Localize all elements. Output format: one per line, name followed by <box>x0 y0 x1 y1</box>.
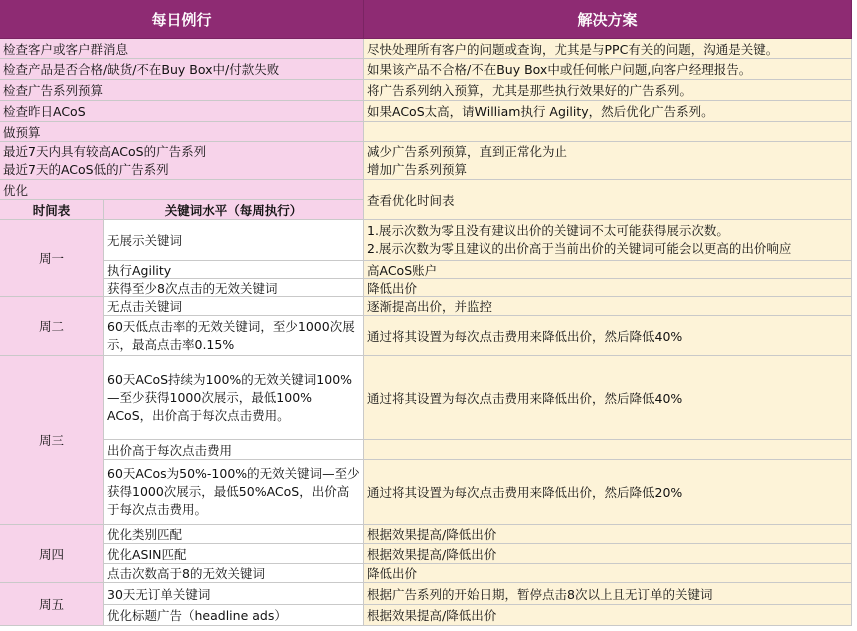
weekly-task: 出价高于每次点击费用 <box>104 440 364 460</box>
daily-solution: 如果该产品不合格/不在Buy Box中或任何帐户问题,向客户经理报告。 <box>364 59 852 80</box>
daily-solution: 如果ACoS太高，请William执行 Agility，然后优化广告系列。 <box>364 101 852 122</box>
solution-line: 2.展示次数为零且建议的出价高于当前出价的关键词可能会以更高的出价响应 <box>367 241 792 256</box>
optimize-solution: 查看优化时间表 <box>364 180 852 220</box>
budget-items <box>0 142 364 180</box>
subheader-keyword-level: 关键词水平（每周执行） <box>104 200 364 220</box>
day-monday: 周一 <box>0 220 104 297</box>
day-wednesday: 周三 <box>0 356 104 525</box>
header-solution: 解决方案 <box>364 0 852 39</box>
weekly-task: 60天ACos为50%-100%的无效关键词—至少获得1000次展示，最低50%ACoS，出价高于每次点击费用。 <box>104 460 364 525</box>
weekly-solution: 降低出价 <box>364 279 852 297</box>
weekly-solution: 根据效果提高/降低出价 <box>364 525 852 544</box>
weekly-solution <box>364 440 852 460</box>
daily-task: 检查广告系列预算 <box>0 80 364 101</box>
weekly-solution: 降低出价 <box>364 564 852 583</box>
budget-solution: 减少广告系列预算，直到正常化为止 <box>367 143 568 159</box>
weekly-solution: 根据效果提高/降低出价 <box>364 544 852 564</box>
weekly-task: 优化ASIN匹配 <box>104 544 364 564</box>
weekly-task: 执行Agility <box>104 261 364 279</box>
daily-task: 检查产品是否合格/缺货/不在Buy Box中/付款失败 <box>0 59 364 80</box>
weekly-task: 60天低点击率的无效关键词，至少1000次展示，最高点击率0.15% <box>104 316 364 356</box>
weekly-task: 优化类别匹配 <box>104 525 364 544</box>
weekly-task: 获得至少8次点击的无效关键词 <box>104 279 364 297</box>
weekly-solution <box>364 220 852 261</box>
budget-title: 做预算 <box>0 122 364 142</box>
daily-solution: 将广告系列纳入预算，尤其是那些执行效果好的广告系列。 <box>364 80 852 101</box>
weekly-solution: 通过将其设置为每次点击费用来降低出价，然后降低40% <box>364 356 852 440</box>
solution-line: 1.展示次数为零且没有建议出价的关键词不太可能获得展示次数。 <box>367 223 729 238</box>
budget-solution: 增加广告系列预算 <box>367 161 468 177</box>
weekly-task: 60天ACoS持续为100%的无效关键词100%—至少获得1000次展示，最低100% ACoS，出价高于每次点击费用。 <box>104 356 364 440</box>
weekly-task: 30天无订单关键词 <box>104 583 364 605</box>
weekly-solution: 逐渐提高出价，并监控 <box>364 297 852 316</box>
weekly-solution: 根据效果提高/降低出价 <box>364 605 852 626</box>
day-friday: 周五 <box>0 583 104 626</box>
day-thursday: 周四 <box>0 525 104 583</box>
weekly-solution: 根据广告系列的开始日期，暂停点击8次以上且无订单的关键词 <box>364 583 852 605</box>
weekly-solution: 通过将其设置为每次点击费用来降低出价，然后降低20% <box>364 460 852 525</box>
weekly-task: 无点击关键词 <box>104 297 364 316</box>
weekly-task: 点击次数高于8的无效关键词 <box>104 564 364 583</box>
subheader-schedule: 时间表 <box>0 200 104 220</box>
weekly-solution: 高ACoS账户 <box>364 261 852 279</box>
weekly-task: 无展示关键词 <box>104 220 364 261</box>
weekly-solution: 通过将其设置为每次点击费用来降低出价，然后降低40% <box>364 316 852 356</box>
header-daily: 每日例行 <box>0 0 364 39</box>
budget-title-solution <box>364 122 852 142</box>
daily-solution: 尽快处理所有客户的问题或查询，尤其是与PPC有关的问题，沟通是关键。 <box>364 39 852 59</box>
budget-item: 最近7天的ACoS低的广告系列 <box>3 161 169 177</box>
daily-task: 检查客户或客户群消息 <box>0 39 364 59</box>
weekly-task: 优化标题广告（headline ads） <box>104 605 364 626</box>
daily-task: 检查昨日ACoS <box>0 101 364 122</box>
optimize-title: 优化 <box>0 180 364 200</box>
budget-item: 最近7天内具有较高ACoS的广告系列 <box>3 143 207 159</box>
budget-solutions <box>364 142 852 180</box>
day-tuesday: 周二 <box>0 297 104 356</box>
